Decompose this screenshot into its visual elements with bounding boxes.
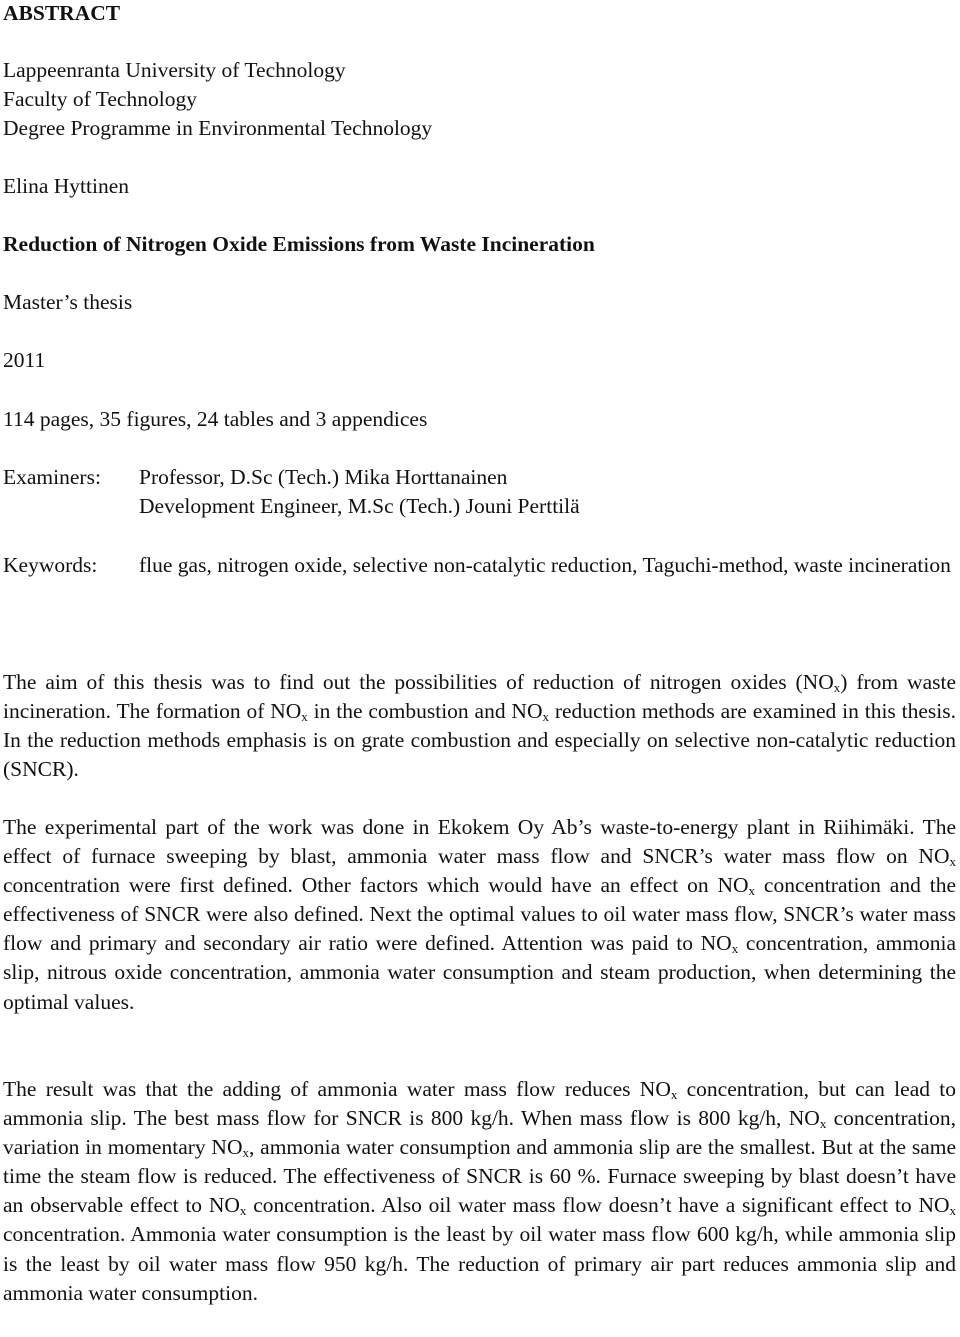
abstract-paragraph-1 (3, 668, 956, 784)
thesis-year: 2011 (3, 348, 46, 372)
p3-text-6: concentration. Ammonia water consumption is the least by oil water mass flow 600 kg/h, while ammonia slip is the least by oil water mass flow 950 kg/h. The reduction of primary air part reduces ammonia slip and ammonia water consumption. (3, 1222, 956, 1305)
p1-subscript-1: x (833, 680, 841, 695)
keywords-label: Keywords: (3, 553, 98, 577)
p3-subscript-2: x (819, 1116, 827, 1132)
p3-text-2: concentration, but can lead to ammonia slip. The best mass flow for SNCR is 800 kg/h. When mass flow is 800 kg/h, NO (3, 1077, 957, 1131)
examiner-1: Professor, D.Sc (Tech.) Mika Horttanainen (139, 465, 508, 489)
keywords-text: flue gas, nitrogen oxide, selective non-catalytic reduction, Taguchi-method, waste incineration (139, 553, 951, 577)
thesis-extent: 114 pages, 35 figures, 24 tables and 3 appendices (3, 407, 428, 431)
p1-text-1: The aim of this thesis was to find out the possibilities of reduction of nitrogen oxides (NO (3, 670, 834, 694)
p3-subscript-5: x (949, 1203, 957, 1219)
thesis-title: Reduction of Nitrogen Oxide Emissions from Waste Incineration (3, 232, 595, 256)
p2-subscript-2: x (748, 883, 756, 899)
p1-text-2: ) from waste incineration. The formation of NO (3, 670, 956, 724)
abstract-heading: ABSTRACT (3, 1, 121, 25)
abstract-paragraph-3 (3, 1075, 956, 1308)
examiner-2: Development Engineer, M.Sc (Tech.) Jouni Perttilä (139, 494, 580, 518)
p3-subscript-3: x (242, 1145, 249, 1161)
p2-text-4: concentration, ammonia slip, nitrous oxide concentration, ammonia water consumption and steam production, when determining the optimal values. (3, 931, 956, 1014)
p3-text-5: concentration. Also oil water mass flow doesn’t have a significant effect to NO (246, 1193, 950, 1218)
examiners-label: Examiners: (3, 465, 101, 489)
author-name: Elina Hyttinen (3, 174, 129, 198)
p2-text-3: concentration and the effectiveness of SNCR were also defined. Next the optimal values to oil water mass flow, SNCR’s water mass flow and primary and secondary air ratio were defined. Attention was paid to NO (3, 873, 957, 956)
faculty-line: Faculty of Technology (3, 87, 197, 111)
p2-subscript-1: x (949, 854, 956, 870)
p1-subscript-3: x (542, 709, 549, 725)
p3-subscript-1: x (670, 1087, 678, 1102)
p3-text-3: concentration, variation in momentary NO (3, 1106, 956, 1160)
p2-text-1: The experimental part of the work was done in Ekokem Oy Ab’s waste-to-energy plant in Riihimäki. The effect of furnace sweeping by blast, ammonia water mass flow and SNCR’s water mass flow on NO (3, 815, 956, 869)
p1-text-4: reduction methods are examined in this thesis. In the reduction methods emphasis is on grate combustion and especially on selective non-catalytic reduction (SNCR). (3, 699, 956, 782)
p2-subscript-3: x (731, 941, 739, 957)
thesis-type: Master’s thesis (3, 290, 133, 314)
abstract-paragraph-2 (3, 813, 956, 1017)
university-line: Lappeenranta University of Technology (3, 58, 346, 82)
p1-subscript-2: x (301, 709, 308, 725)
p1-text-3: in the combustion and NO (307, 699, 543, 724)
p3-subscript-4: x (239, 1203, 247, 1219)
p3-text-4: , ammonia water consumption and ammonia slip are the smallest. But at the same time the steam flow is reduced. The effectiveness of SNCR is 60 %. Furnace sweeping by blast doesn’t have an observable effect to NO (3, 1135, 956, 1218)
p3-text-1: The result was that the adding of ammonia water mass flow reduces NO (3, 1077, 671, 1101)
p2-text-2: concentration were first defined. Other factors which would have an effect on NO (3, 873, 749, 898)
programme-line: Degree Programme in Environmental Technology (3, 116, 433, 140)
